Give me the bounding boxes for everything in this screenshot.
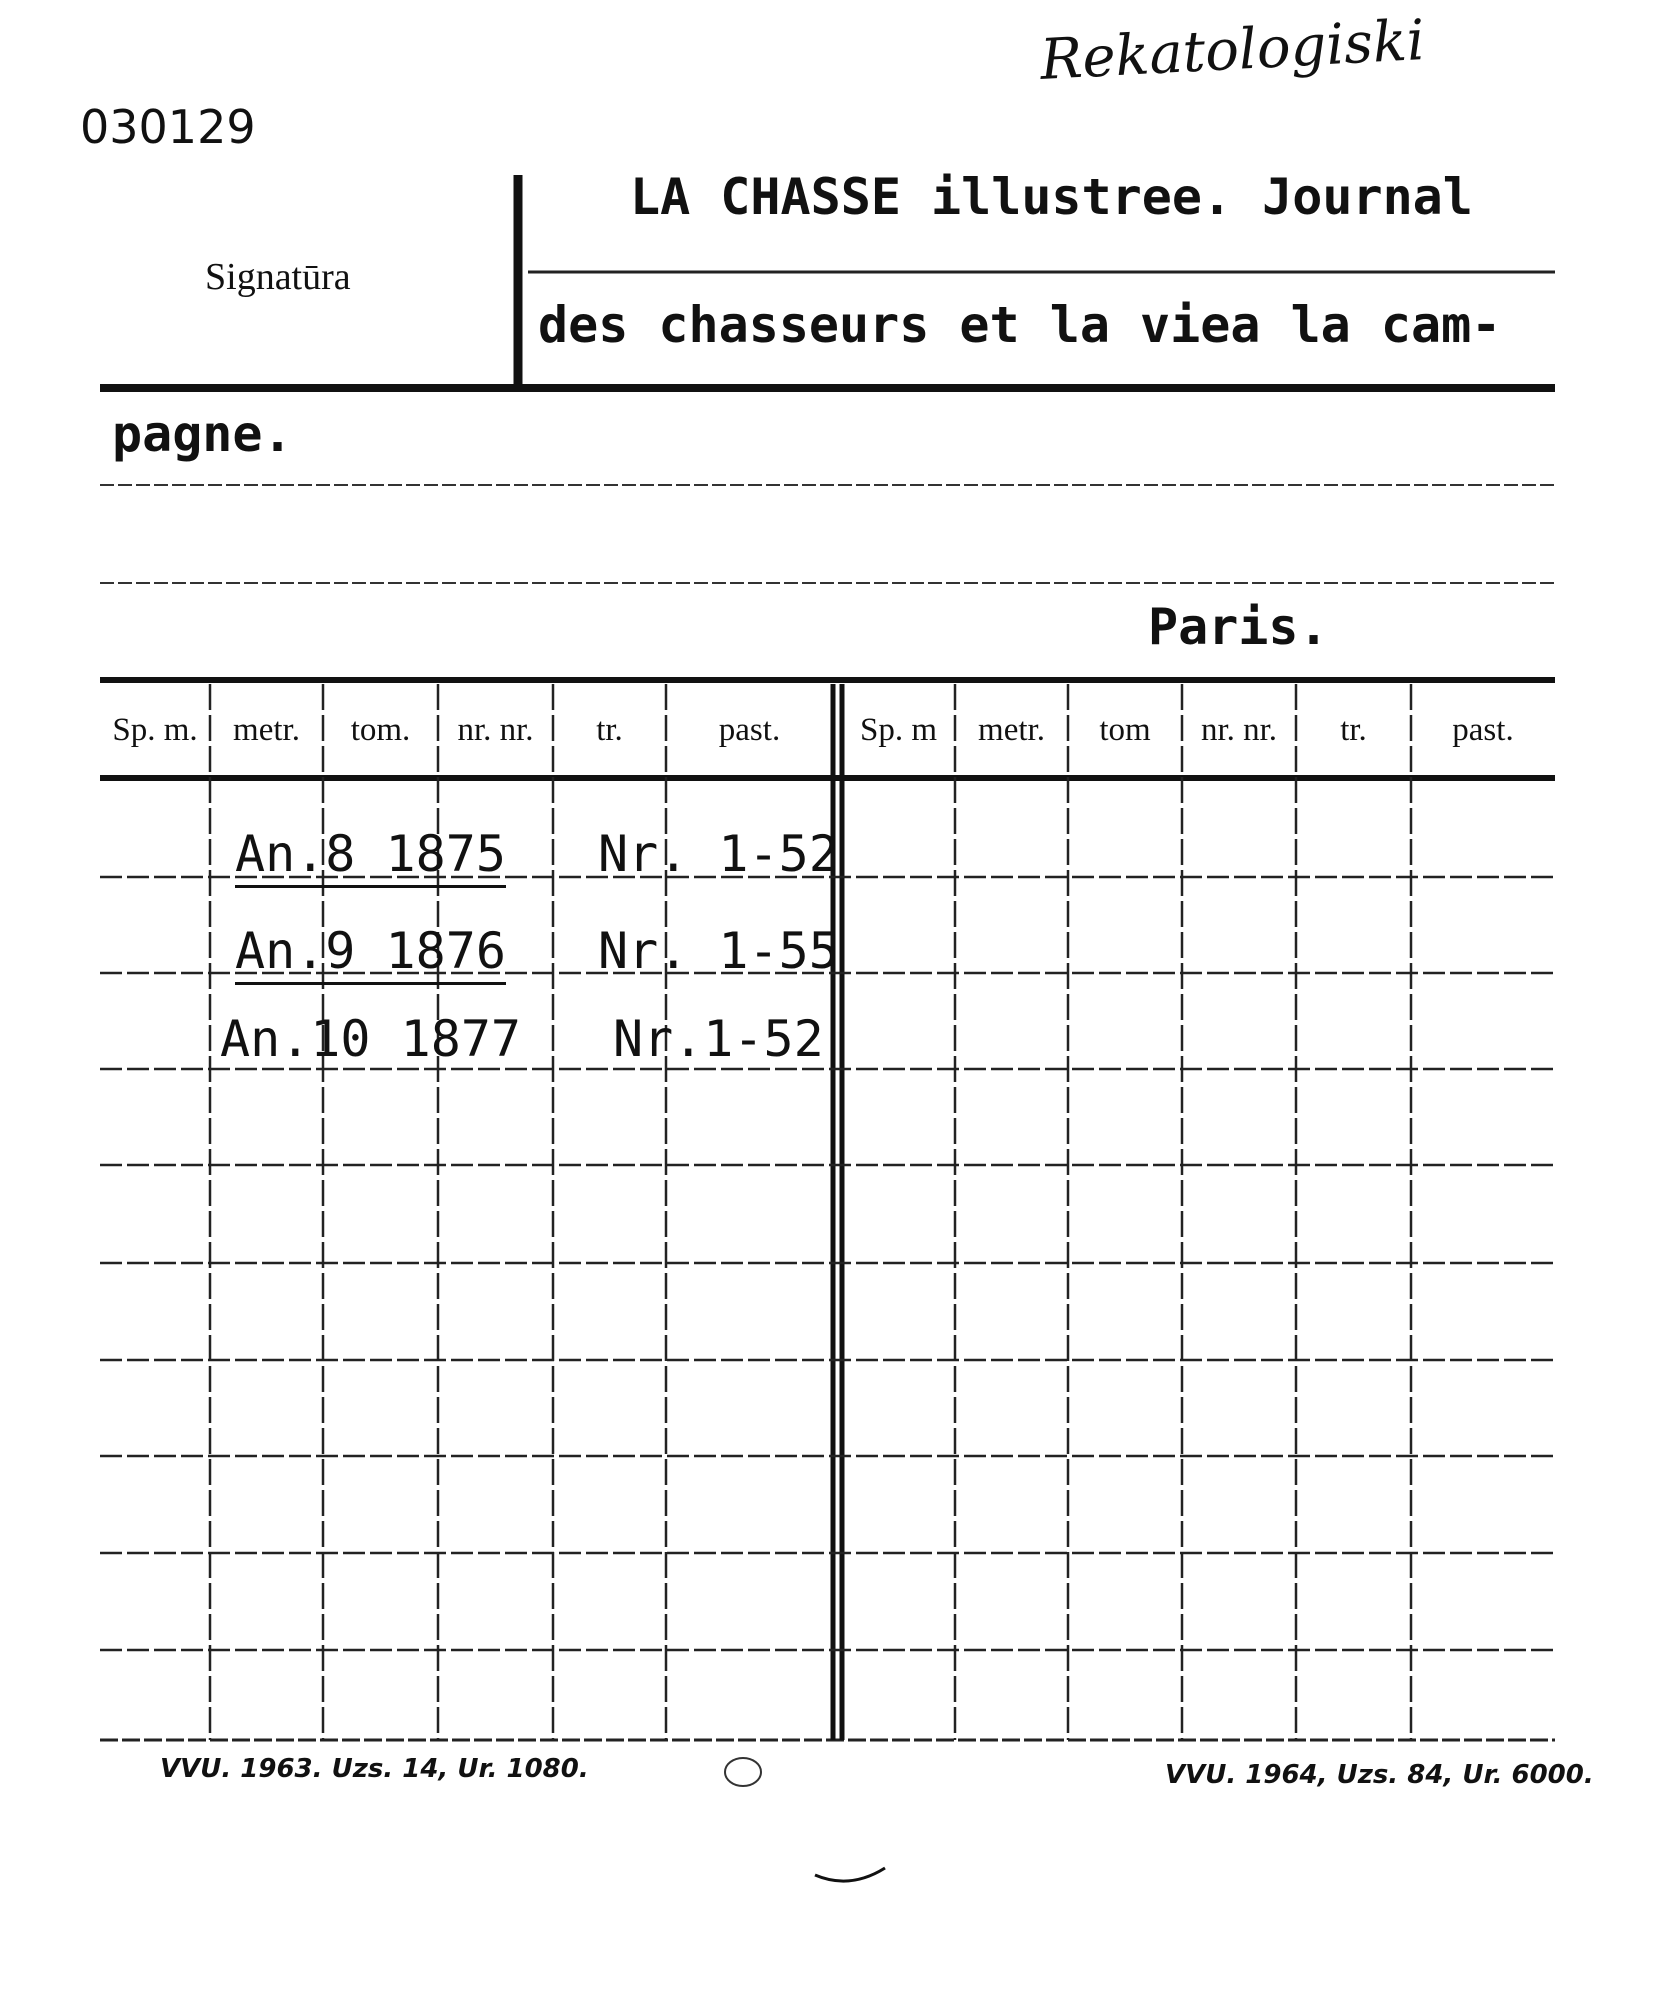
handwritten-annotation: Rekatologiski	[1038, 7, 1427, 94]
header-right-metr: metr.	[978, 712, 1045, 748]
header-left-sp-m: Sp. m.	[112, 712, 198, 748]
row-lines	[100, 877, 1555, 1650]
title-line-3: pagne.	[112, 405, 293, 463]
holding-numbers-2: Nr. 1-55	[598, 922, 839, 980]
publication-place: Paris.	[1148, 598, 1329, 656]
header-right-tr: tr.	[1340, 712, 1367, 748]
header-right-sp-m: Sp. m	[859, 712, 938, 748]
card-id-number: 030129	[80, 100, 256, 154]
signatura-label: Signatūra	[205, 256, 351, 298]
header-right-past: past.	[1452, 712, 1514, 748]
bottom-scribble-mark	[815, 1868, 885, 1881]
holding-volume-2: An.9 1876	[235, 922, 506, 985]
footer-print-reference-left: VVU. 1963. Uzs. 14, Ur. 1080.	[160, 1754, 589, 1784]
header-right-tom: tom	[1099, 712, 1151, 748]
holding-numbers-1: Nr. 1-52	[598, 825, 839, 883]
holding-volume-3: An.10 1877	[220, 1010, 522, 1068]
header-left-tom: tom.	[350, 712, 411, 748]
header-left-nr-nr: nr. nr.	[457, 712, 534, 748]
bottom-stamp-mark	[725, 1758, 761, 1786]
header-right-nr-nr: nr. nr.	[1200, 712, 1278, 748]
header-left-past: past.	[718, 712, 781, 748]
title-line-2: des chasseurs et la viea la cam-	[538, 296, 1502, 354]
holding-volume-1: An.8 1875	[235, 825, 506, 888]
title-line-1: LA CHASSE illustree. Journal	[630, 168, 1473, 226]
holding-numbers-3: Nr.1-52	[613, 1010, 824, 1068]
header-left-tr: tr.	[596, 712, 623, 748]
footer-print-reference-right: VVU. 1964, Uzs. 84, Ur. 6000.	[1165, 1760, 1594, 1790]
header-left-metr: metr.	[233, 712, 300, 748]
